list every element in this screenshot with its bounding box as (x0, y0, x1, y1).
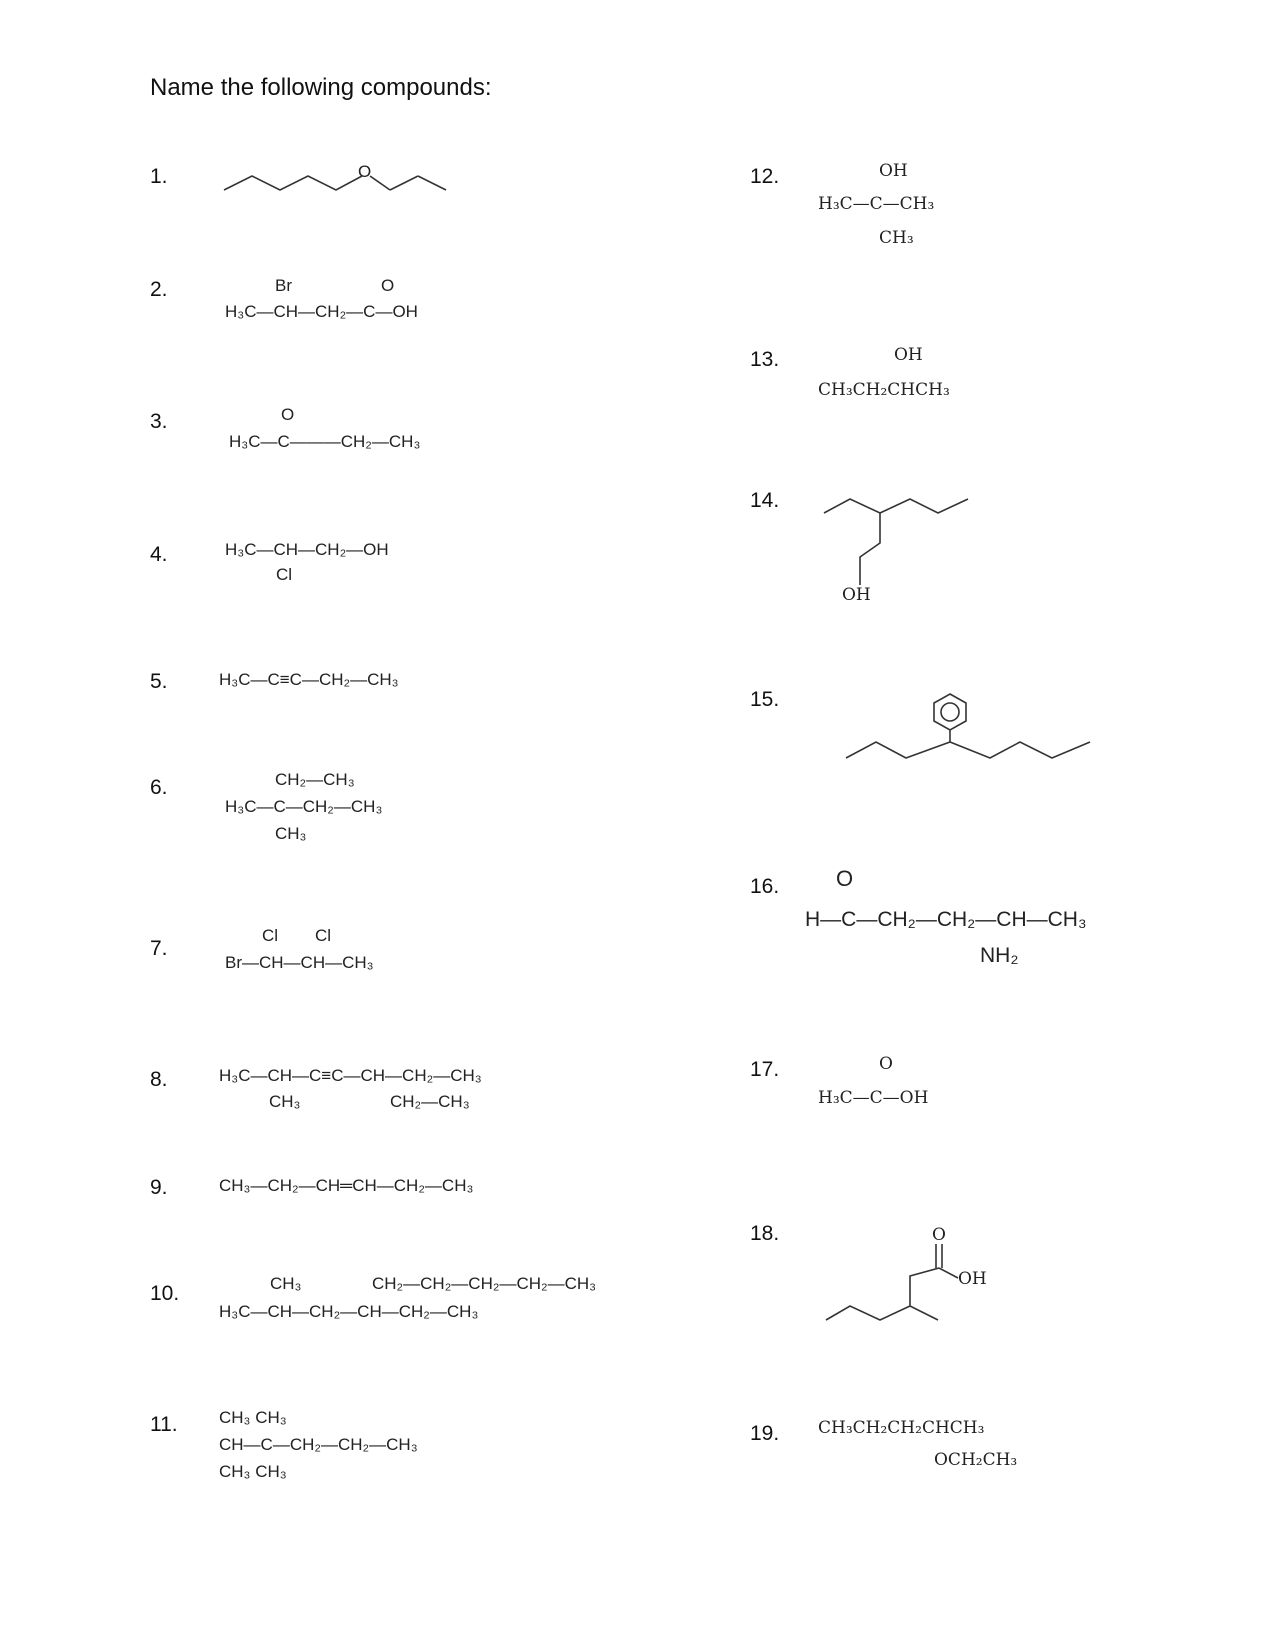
item-number: 9. (150, 1176, 168, 1199)
oxygen-label: O (358, 162, 372, 181)
item-number: 3. (150, 410, 168, 433)
structure-5: H₃C—C≡C—CH₂—CH₃ (219, 670, 399, 689)
substituent-label: CH₃ (879, 228, 914, 248)
formula-line: Br—CH—CH—CH₃ (225, 953, 374, 972)
item-number: 16. (750, 875, 780, 898)
benzene-ring (941, 703, 959, 721)
item-number: 13. (750, 348, 780, 371)
formula-line: H₃C—CH—CH₂—OH (225, 540, 389, 559)
hydroxyl-label: OH (958, 1269, 987, 1289)
substituent-label: CH₃ (269, 1092, 301, 1111)
item-number: 7. (150, 937, 168, 960)
formula-line: H₃C—C—OH (818, 1088, 929, 1108)
oxygen-label: O (932, 1225, 946, 1245)
substituent-label: CH₂—CH₂—CH₂—CH₂—CH₃ (372, 1274, 597, 1293)
substituent-label: O (281, 405, 295, 424)
item-number: 19. (750, 1422, 780, 1445)
substituent-label: CH₃ (270, 1274, 302, 1293)
formula-line: H₃C—C—CH₃ (818, 194, 935, 214)
substituent-label: CH₃ (275, 824, 307, 843)
substituent-label: OH (879, 161, 908, 181)
substituent-label: Cl (276, 565, 293, 584)
structure-15 (840, 690, 1100, 770)
item-number: 11. (150, 1413, 178, 1436)
structure-1 (220, 160, 470, 200)
formula-line: H₃C—CH—CH₂—C—OH (225, 302, 418, 321)
substituent-label: Cl (262, 926, 279, 945)
formula-line: H₃C—CH—C≡C—CH—CH₂—CH₃ (219, 1066, 482, 1085)
substituent-label: O (381, 276, 395, 295)
item-number: 18. (750, 1222, 780, 1245)
formula-line: CH—C—CH₂—CH₂—CH₃ (219, 1435, 418, 1454)
substituent-label: OH (894, 345, 923, 365)
substituent-label: CH₃ CH₃ (219, 1462, 287, 1481)
structure-9: CH₃—CH₂—CH═CH—CH₂—CH₃ (219, 1176, 474, 1195)
item-number: 8. (150, 1068, 168, 1091)
page-title: Name the following compounds: (150, 74, 492, 101)
item-number: 12. (750, 165, 780, 188)
item-number: 6. (150, 776, 168, 799)
item-number: 5. (150, 670, 168, 693)
item-number: 2. (150, 278, 168, 301)
structure-18 (820, 1220, 1000, 1330)
item-number: 4. (150, 543, 168, 566)
hydroxyl-label: OH (842, 585, 871, 605)
item-number: 15. (750, 688, 780, 711)
formula-line: H₃C—CH—CH₂—CH—CH₂—CH₃ (219, 1302, 479, 1321)
substituent-label: NH₂ (980, 944, 1019, 967)
formula-line: CH₃CH₂CH₂CHCH₃ (818, 1418, 985, 1438)
formula-line: H₃C—C———CH₂—CH₃ (229, 432, 421, 451)
structure-14 (820, 485, 980, 605)
formula-line: H₃C—C—CH₂—CH₃ (225, 797, 383, 816)
substituent-label: CH₂—CH₃ (275, 770, 355, 789)
item-number: 10. (150, 1282, 180, 1305)
formula-line: CH₃CH₂CHCH₃ (818, 380, 950, 400)
item-number: 14. (750, 489, 780, 512)
item-number: 1. (150, 165, 168, 188)
substituent-label: OCH₂CH₃ (934, 1450, 1018, 1470)
formula-line: H—C—CH₂—CH₂—CH—CH₃ (805, 908, 1087, 931)
substituent-label: CH₂—CH₃ (390, 1092, 470, 1111)
substituent-label: CH₃ CH₃ (219, 1408, 287, 1427)
substituent-label: O (836, 866, 854, 891)
substituent-label: Cl (315, 926, 332, 945)
substituent-label: Br (275, 276, 292, 295)
item-number: 17. (750, 1058, 780, 1081)
substituent-label: O (879, 1054, 893, 1074)
